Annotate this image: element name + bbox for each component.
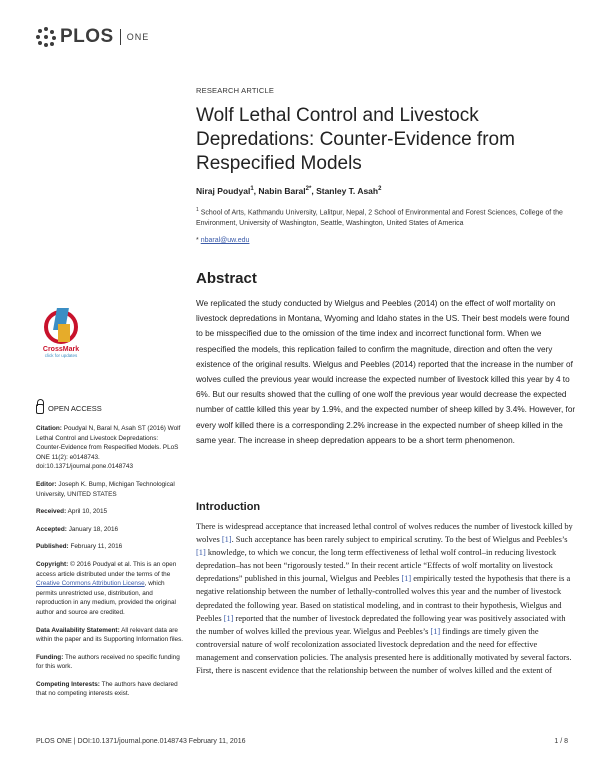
author-affiliation-marker: 1: [250, 186, 254, 193]
data-availability-label: Data Availability Statement:: [36, 626, 120, 634]
intro-text-segment: reported that the number of livestock depredated the following year was positively associated with the number of wolves killed the previous year. Wielgus and Peebles’s: [196, 613, 566, 636]
intro-text-segment: knowledge, to which we concur, the long term effectiveness of lethal wolf control–in reducing livestock depredation–has not been “rigorously tested.” In their recent article “Effects of wolf mortality on livestock depredations” published in this journal, Wielgus and Peebles: [196, 548, 557, 584]
open-access-badge: [36, 404, 184, 414]
received-block: [36, 507, 184, 517]
logo-divider: [120, 29, 121, 45]
reference-link[interactable]: [1]: [221, 535, 232, 545]
email-marker: *: [196, 237, 199, 244]
abstract-heading: Abstract: [196, 270, 257, 287]
published-date: February 11, 2016: [70, 543, 123, 551]
crossmark-badge[interactable]: [36, 310, 86, 358]
competing-interests-text: The authors have declared that no competing interests exist.: [36, 680, 178, 698]
copyright-block: [36, 560, 184, 618]
crossmark-icon: [44, 310, 78, 344]
reference-link[interactable]: [1]: [223, 613, 234, 623]
data-availability-block: [36, 626, 184, 645]
competing-interests-label: Competing Interests:: [36, 680, 100, 688]
page-number: 1 / 8: [554, 738, 568, 745]
accepted-block: [36, 525, 184, 535]
editor-label: Editor:: [36, 480, 57, 488]
published-label: Published:: [36, 543, 69, 551]
introduction-text: [196, 520, 576, 677]
intro-text-segment: findings are timely given the controversial nature of wolf recolonization associated livestock depredation and the need for effective management and conservation policies. The analysis presented here is additionally motivated by several factors. First, there is nascent evidence that the relationship between the number of wolves killed and the extent of: [196, 626, 572, 676]
competing-interests-block: [36, 680, 184, 699]
introduction-heading: Introduction: [196, 501, 261, 513]
plos-logo[interactable]: [36, 26, 149, 48]
published-block: [36, 542, 184, 552]
author-name[interactable]: Stanley T. Asah: [316, 186, 379, 196]
funding-block: [36, 653, 184, 672]
license-link[interactable]: Creative Commons Attribution License: [36, 580, 145, 588]
logo-subtitle: ONE: [126, 32, 150, 42]
plos-dots-icon: [36, 27, 56, 47]
intro-text-segment: empirically tested the hypothesis that there is a negative relationship between the number of lethally-controlled wolves this year and the number of livestock depredated the following year. Based on statistical modeling, and in contrast to their hypothesis, Wielgus and Peebles: [196, 574, 571, 623]
logo-text: PLOS: [60, 26, 114, 47]
author-name[interactable]: Nabin Baral: [258, 186, 306, 196]
received-label: Received:: [36, 508, 67, 516]
affiliation-number: 1: [196, 207, 199, 213]
affiliation-text: School of Arts, Kathmandu University, Lalitpur, Nepal, 2 School of Environmental and Forest Sciences, College of the Environment, University of Washington, Seattle, Washington, United States of America: [196, 209, 563, 228]
funding-label: Funding:: [36, 653, 64, 661]
article-type: RESEARCH ARTICLE: [196, 86, 275, 95]
accepted-label: Accepted:: [36, 525, 67, 533]
intro-text-segment: . Such acceptance has been rarely subject to empirical scrutiny. To the best of Wielgus and Peebles’s: [231, 535, 568, 545]
received-date: April 10, 2015: [67, 508, 108, 516]
funding-text: The authors received no specific funding for this work.: [36, 653, 180, 671]
affiliations: [196, 205, 568, 229]
data-availability-text: All relevant data are within the paper and its Supporting Information files.: [36, 626, 184, 644]
reference-link[interactable]: [1]: [401, 574, 412, 584]
email-link[interactable]: nbaral@uw.edu: [200, 237, 250, 244]
copyright-text: © 2016 Poudyal et al. This is an open access article distributed under the terms of the: [36, 560, 177, 578]
copyright-text-end: , which permits unrestricted use, distribution, and reproduction in any medium, provided the original author and source are credited.: [36, 580, 176, 616]
article-info-sidebar: [36, 404, 184, 707]
article-title: Wolf Lethal Control and Livestock Depredations: Counter-Evidence from Respecified Models: [196, 105, 515, 174]
citation-text: Poudyal N, Baral N, Asah ST (2016) Wolf Lethal Control and Livestock Depredations: Counter-Evidence from Respecified Models. PLoS ONE 11(2): e0148743. doi:10.1371/journal.pone.0148743: [36, 425, 181, 471]
editor-block: [36, 480, 184, 499]
author-affiliation-marker: 2*: [305, 186, 312, 193]
footer-citation: PLOS ONE | DOI:10.1371/journal.pone.0148743 February 11, 2016: [36, 738, 246, 745]
page-footer: [36, 738, 568, 745]
crossmark-label: CrossMark: [42, 346, 80, 353]
author-list: Niraj Poudyal$^1$, Nabin Baral$^{2*}$, Stanley T. Asah$^2$: [196, 186, 382, 196]
corresponding-email: [196, 237, 249, 244]
abstract-text: We replicated the study conducted by Wielgus and Peebles (2014) on the effect of wolf mortality on livestock depredations in Montana, Wyoming and Idaho states in the US. Their best models were found to be misspecified due to the omission of the time index and incorrect functional form. When we respecified the models, this replication failed to confirm the magnitude, direction and often the very existence of the original results. Wielgus and Peebles (2014) reported that the increase in the number of wolves culled the previous year would increase the expected number of livestock killed this year by 4 to 6%. But our results showed that the culling of one wolf the previous year would decrease the expected number of cattle killed this year by 1.9%, and the expected number of sheep killed by 3.4%. However, for every wolf killed there is a corresponding 2.2% increase in the expected number of sheep killed in the same year. The increase in sheep depredation appears to be a short term phenomenon.: [196, 299, 576, 445]
reference-link[interactable]: [1]: [196, 548, 206, 558]
editor-text: Joseph K. Bump, Michigan Technological University, UNITED STATES: [36, 480, 175, 498]
accepted-date: January 18, 2016: [68, 525, 119, 533]
crossmark-sub: click for updates: [44, 353, 78, 358]
open-access-label: OPEN ACCESS: [48, 404, 102, 414]
copyright-label: Copyright:: [36, 560, 69, 568]
open-lock-icon: [36, 404, 44, 414]
intro-text-segment: There is widespread acceptance that increased lethal control of wolves reduces the number of livestock killed by wolves: [196, 522, 573, 545]
author-name[interactable]: Niraj Poudyal: [196, 186, 251, 196]
reference-link[interactable]: [1]: [430, 626, 441, 636]
citation-label: Citation:: [36, 425, 62, 432]
citation-block: [36, 424, 184, 472]
author-affiliation-marker: 2: [378, 186, 382, 193]
